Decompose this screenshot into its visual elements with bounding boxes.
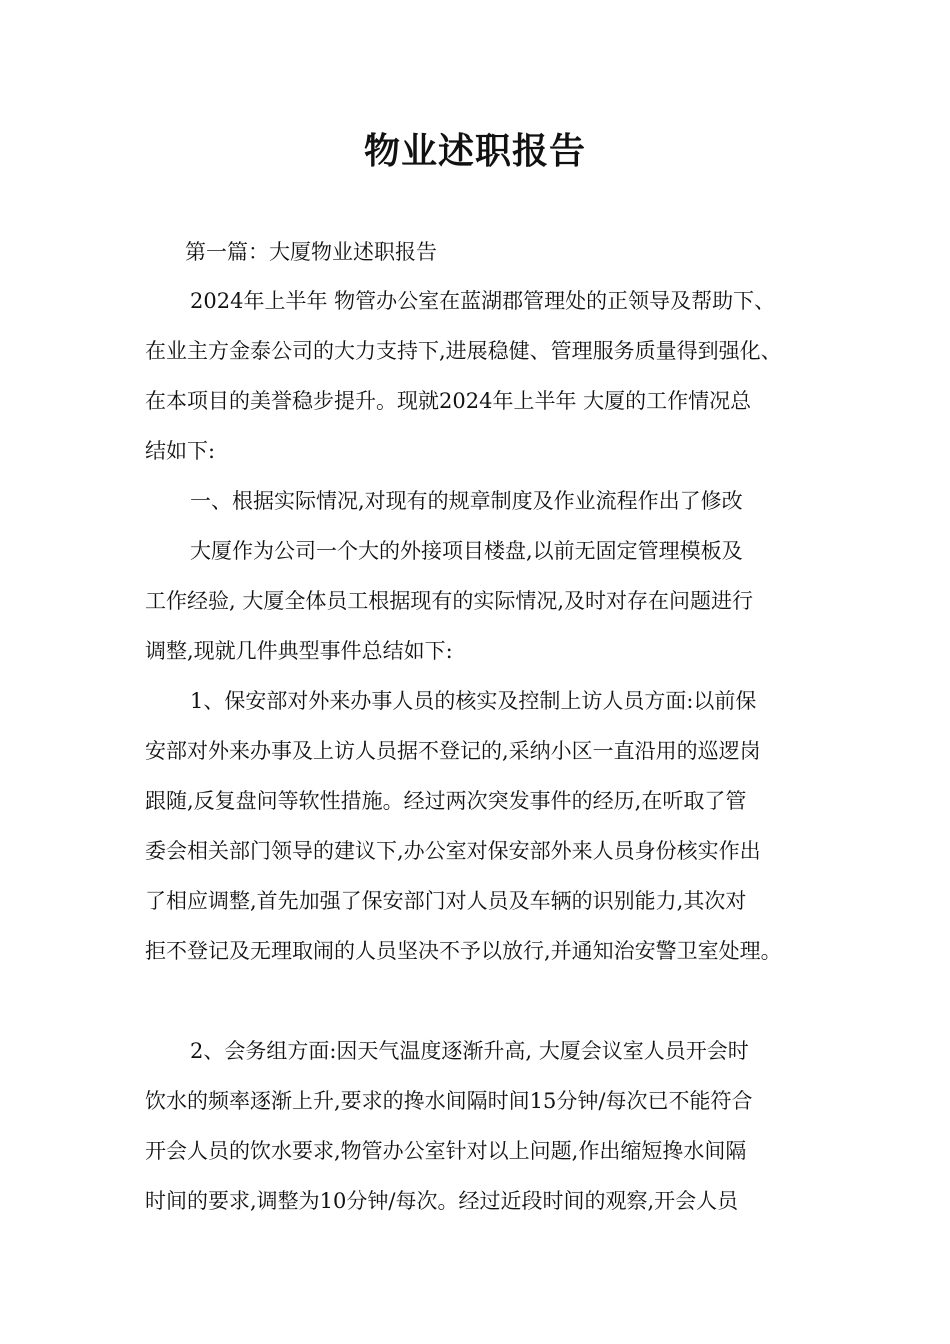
paragraph-line: 饮水的频率逐渐上升,要求的搀水间隔时间15分钟/每次已不能符合 (145, 1089, 753, 1113)
paragraph-line: 结如下: (145, 439, 216, 463)
paragraph-line: 安部对外来办事及上访人员据不登记的,采纳小区一直沿用的巡逻岗 (145, 739, 761, 763)
paragraph-line: 2、会务组方面:因天气温度逐渐升高, 大厦会议室人员开会时 (190, 1039, 749, 1063)
paragraph-line: 拒不登记及无理取闹的人员坚决不予以放行,并通知治安警卫室处理。 (145, 939, 782, 963)
paragraph-line: 了相应调整,首先加强了保安部门对人员及车辆的识别能力,其次对 (145, 889, 747, 913)
paragraph-line: 在业主方金泰公司的大力支持下,进展稳健、管理服务质量得到强化、 (145, 339, 782, 363)
paragraph-line: 一、根据实际情况,对现有的规章制度及作业流程作出了修改 (190, 489, 743, 513)
paragraph-line: 委会相关部门领导的建议下,办公室对保安部外来人员身份核实作出 (145, 839, 761, 863)
paragraph-line: 工作经验, 大厦全体员工根据现有的实际情况,及时对存在问题进行 (145, 589, 754, 613)
paragraph-line: 2024年上半年 物管办公室在蓝湖郡管理处的正领导及帮助下、 (190, 289, 776, 313)
paragraph-line: 调整,现就几件典型事件总结如下: (145, 639, 453, 663)
document-title: 物业述职报告 (363, 131, 586, 172)
paragraph-line: 1、保安部对外来办事人员的核实及控制上访人员方面:以前保 (190, 689, 757, 713)
paragraph-line: 大厦作为公司一个大的外接项目楼盘,以前无固定管理模板及 (190, 539, 743, 563)
section-heading: 第一篇：大厦物业述职报告 (185, 240, 437, 264)
paragraph-line: 开会人员的饮水要求,物管办公室针对以上问题,作出缩短搀水间隔 (145, 1139, 747, 1163)
paragraph-line: 时间的要求,调整为10分钟/每次。经过近段时间的观察,开会人员 (145, 1189, 739, 1213)
paragraph-line: 跟随,反复盘问等软性措施。经过两次突发事件的经历,在听取了管 (145, 789, 747, 813)
paragraph-line: 在本项目的美誉稳步提升。现就2024年上半年 大厦的工作情况总 (145, 389, 752, 413)
